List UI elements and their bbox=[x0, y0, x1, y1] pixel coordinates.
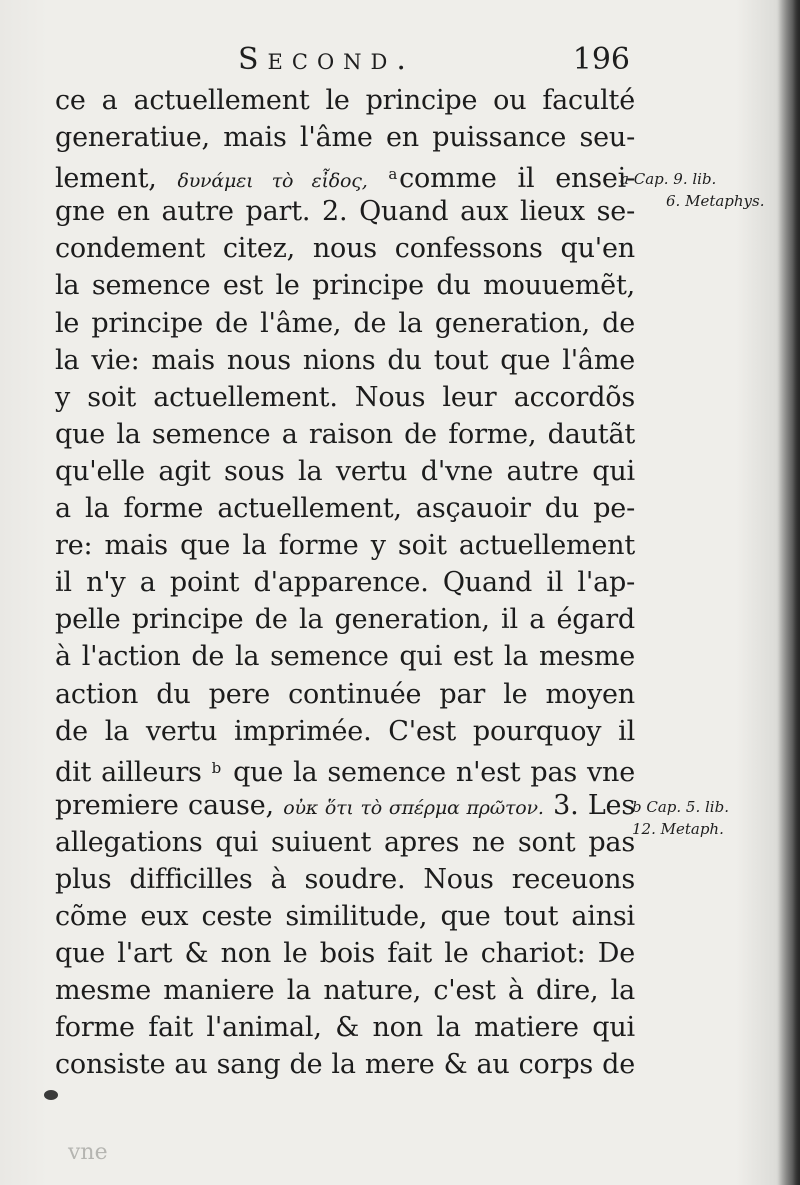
margin-note-b bbox=[632, 796, 729, 840]
text-segment: premiere cause, bbox=[55, 789, 284, 821]
text-line: generatiue, mais l'âme en puissance seu- bbox=[55, 122, 635, 154]
text-line: gne en autre part. 2. Quand aux lieux se- bbox=[55, 196, 635, 228]
text-line: condement citez, nous confessons qu'en bbox=[55, 233, 635, 265]
catchword: vne bbox=[68, 1140, 108, 1165]
text-line: pelle principe de la generation, il a égard bbox=[55, 604, 635, 636]
text-line: re: mais que la forme y soit actuellement bbox=[55, 530, 635, 562]
page-header bbox=[60, 42, 630, 82]
body-text bbox=[55, 82, 635, 1084]
text-line bbox=[55, 750, 635, 787]
text-line: forme fait l'animal, & non la matiere qui bbox=[55, 1012, 635, 1044]
text-line: qu'elle agit sous la vertu d'vne autre qui bbox=[55, 455, 635, 487]
greek-phrase: δυνάμει τὸ εἶδος, bbox=[177, 170, 368, 193]
text-line: cõme eux ceste similitude, que tout ainsi bbox=[55, 901, 635, 933]
text-line: il n'y a point d'apparence. Quand il l'ap- bbox=[55, 567, 635, 599]
text-line: que la semence a raison de forme, dautãt bbox=[55, 418, 635, 450]
ink-blot bbox=[44, 1090, 58, 1100]
margin-note-a bbox=[620, 168, 765, 212]
text-line: la vie: mais nous nions du tout que l'âme bbox=[55, 344, 635, 376]
text-segment: que la semence n'est pas vne bbox=[233, 756, 635, 788]
text-line: consiste au sang de la mere & au corps de bbox=[55, 1049, 635, 1081]
text-segment: comme il ensei- bbox=[399, 163, 635, 195]
text-line: le principe de l'âme, de la generation, de bbox=[55, 307, 635, 339]
margin-note-line: a Cap. 9. lib. bbox=[620, 170, 717, 188]
text-line: a la forme actuellement, asçauoir du pe- bbox=[55, 493, 635, 525]
text-segment: dit ailleurs bbox=[55, 756, 212, 788]
text-segment: lement, bbox=[55, 163, 178, 195]
text-line: mesme maniere la nature, c'est à dire, la bbox=[55, 975, 635, 1007]
text-line: la semence est le principe du mouuemẽt, bbox=[55, 270, 635, 302]
text-line: que l'art & non le bois fait le chariot: De bbox=[55, 938, 635, 970]
margin-note-line: 12. Metaph. bbox=[632, 820, 724, 838]
text-segment: 3. Les bbox=[553, 789, 635, 821]
text-line: plus difficilles à soudre. Nous receuons bbox=[55, 863, 635, 895]
text-line: à l'action de la semence qui est la mesme bbox=[55, 641, 635, 673]
page-number: 196 bbox=[572, 42, 630, 77]
note-marker-b: b bbox=[211, 758, 222, 777]
margin-note-line: 6. Metaphys. bbox=[666, 192, 765, 210]
text-line: y soit actuellement. Nous leur accordõs bbox=[55, 381, 635, 413]
running-head: Second. bbox=[238, 42, 415, 77]
margin-note-line: b Cap. 5. lib. bbox=[632, 798, 729, 816]
text-line bbox=[55, 156, 635, 193]
text-line: allegations qui suiuent apres ne sont pas bbox=[55, 826, 635, 858]
text-line bbox=[55, 787, 635, 824]
greek-phrase: οὐκ ὅτι τὸ σπέρμα πρῶτον. bbox=[283, 796, 544, 819]
note-marker-a: a bbox=[388, 165, 398, 184]
text-line: ce a actuellement le principe ou faculté bbox=[55, 85, 635, 116]
text-line: de la vertu imprimée. C'est pourquoy il bbox=[55, 715, 635, 747]
text-line: action du pere continuée par le moyen bbox=[55, 678, 635, 710]
